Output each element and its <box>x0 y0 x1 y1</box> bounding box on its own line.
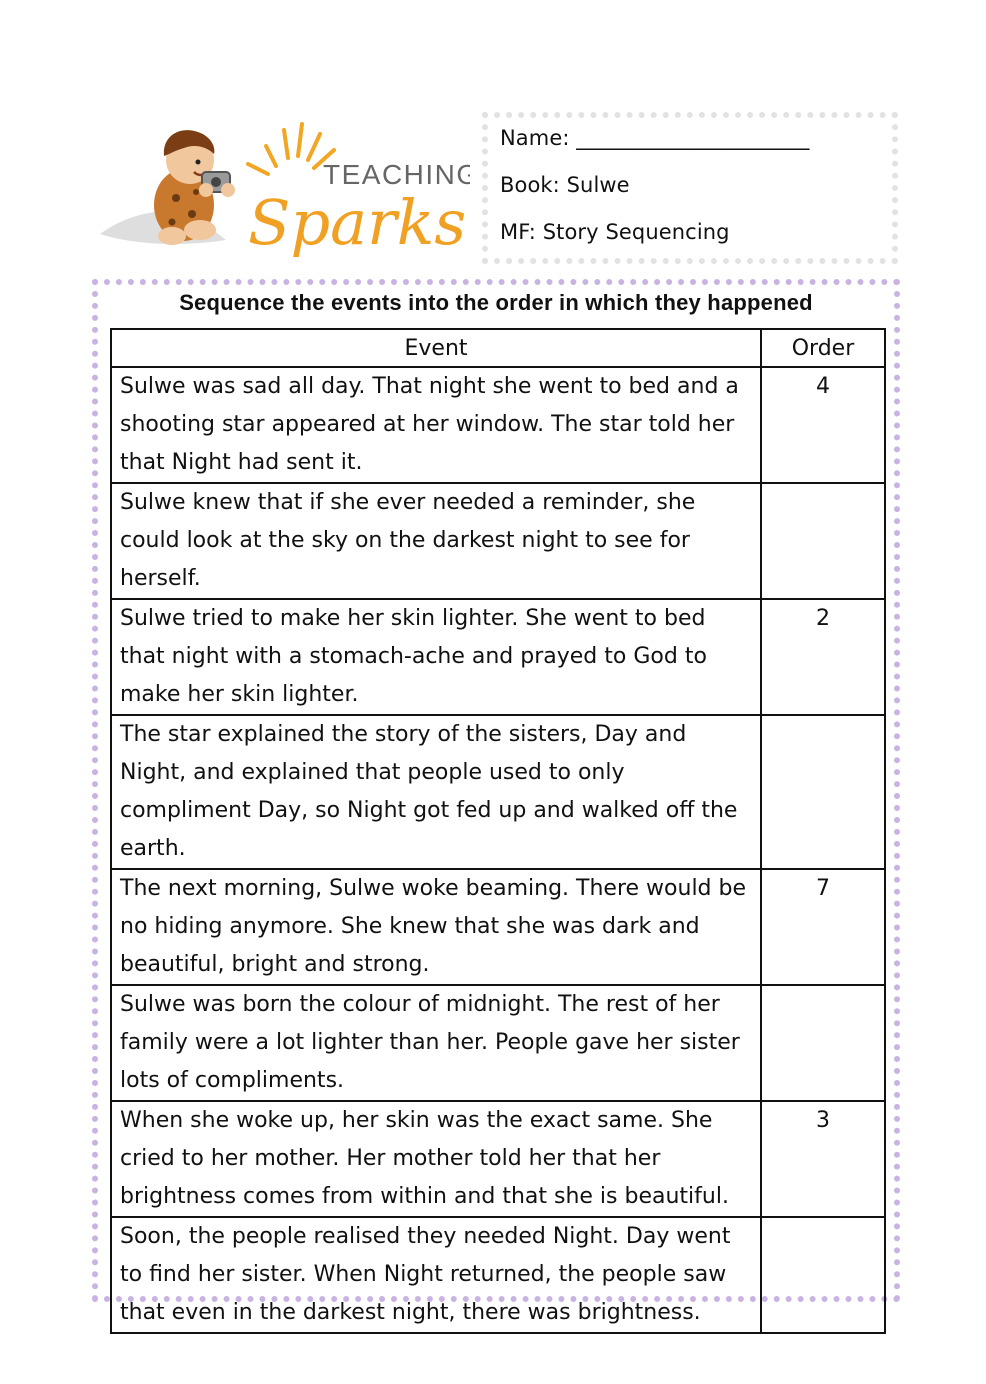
table-row <box>111 869 885 985</box>
name-field[interactable]: Name: ______________________ <box>500 126 810 150</box>
table-row <box>111 1217 885 1333</box>
order-cell[interactable]: 4 <box>761 367 885 483</box>
table-row <box>111 985 885 1101</box>
table-row <box>111 599 885 715</box>
event-text: Sulwe was born the colour of midnight. The rest of her family were a lot lighter than her. People gave her sister lots of compliments. <box>111 985 761 1101</box>
table-row <box>111 367 885 483</box>
worksheet-heading: Sequence the events into the order in which they happened <box>179 290 813 315</box>
event-text: Sulwe knew that if she ever needed a reminder, she could look at the sky on the darkest night to see for herself. <box>111 483 761 599</box>
svg-text:TEACHING: TEACHING <box>323 159 470 190</box>
table-row <box>111 715 885 869</box>
svg-text:Sparks: Sparks <box>248 186 467 259</box>
event-text: Soon, the people realised they needed Night. Day went to find her sister. When Night returned, the people saw that even in the darkest night, there was brightness. <box>111 1217 761 1333</box>
event-text: Sulwe was sad all day. That night she went to bed and a shooting star appeared at her window. The star told her that Night had sent it. <box>111 367 761 483</box>
sequence-table <box>110 328 886 1334</box>
event-text: The next morning, Sulwe woke beaming. There would be no hiding anymore. She knew that she was dark and beautiful, bright and strong. <box>111 869 761 985</box>
table-header-row <box>111 329 885 367</box>
order-cell[interactable] <box>761 1217 885 1333</box>
order-cell[interactable] <box>761 715 885 869</box>
order-cell[interactable]: 7 <box>761 869 885 985</box>
order-cell[interactable]: 3 <box>761 1101 885 1217</box>
mf-label: MF: Story Sequencing <box>500 220 730 244</box>
table-row <box>111 483 885 599</box>
event-text: The star explained the story of the sisters, Day and Night, and explained that people used to only compliment Day, so Night got fed up and walked off the earth. <box>111 715 761 869</box>
order-cell[interactable] <box>761 483 885 599</box>
order-cell[interactable] <box>761 985 885 1101</box>
event-text: Sulwe tried to make her skin lighter. She went to bed that night with a stomach-ache and prayed to God to make her skin lighter. <box>111 599 761 715</box>
event-text: When she woke up, her skin was the exact same. She cried to her mother. Her mother told her that her brightness comes from within and that she is beautiful. <box>111 1101 761 1217</box>
caveman-mascot-icon <box>98 110 470 260</box>
teaching-sparks-logo <box>98 110 470 260</box>
order-cell[interactable]: 2 <box>761 599 885 715</box>
event-column-header: Event <box>111 329 761 367</box>
book-label: Book: Sulwe <box>500 173 630 197</box>
order-column-header: Order <box>761 329 885 367</box>
table-row <box>111 1101 885 1217</box>
